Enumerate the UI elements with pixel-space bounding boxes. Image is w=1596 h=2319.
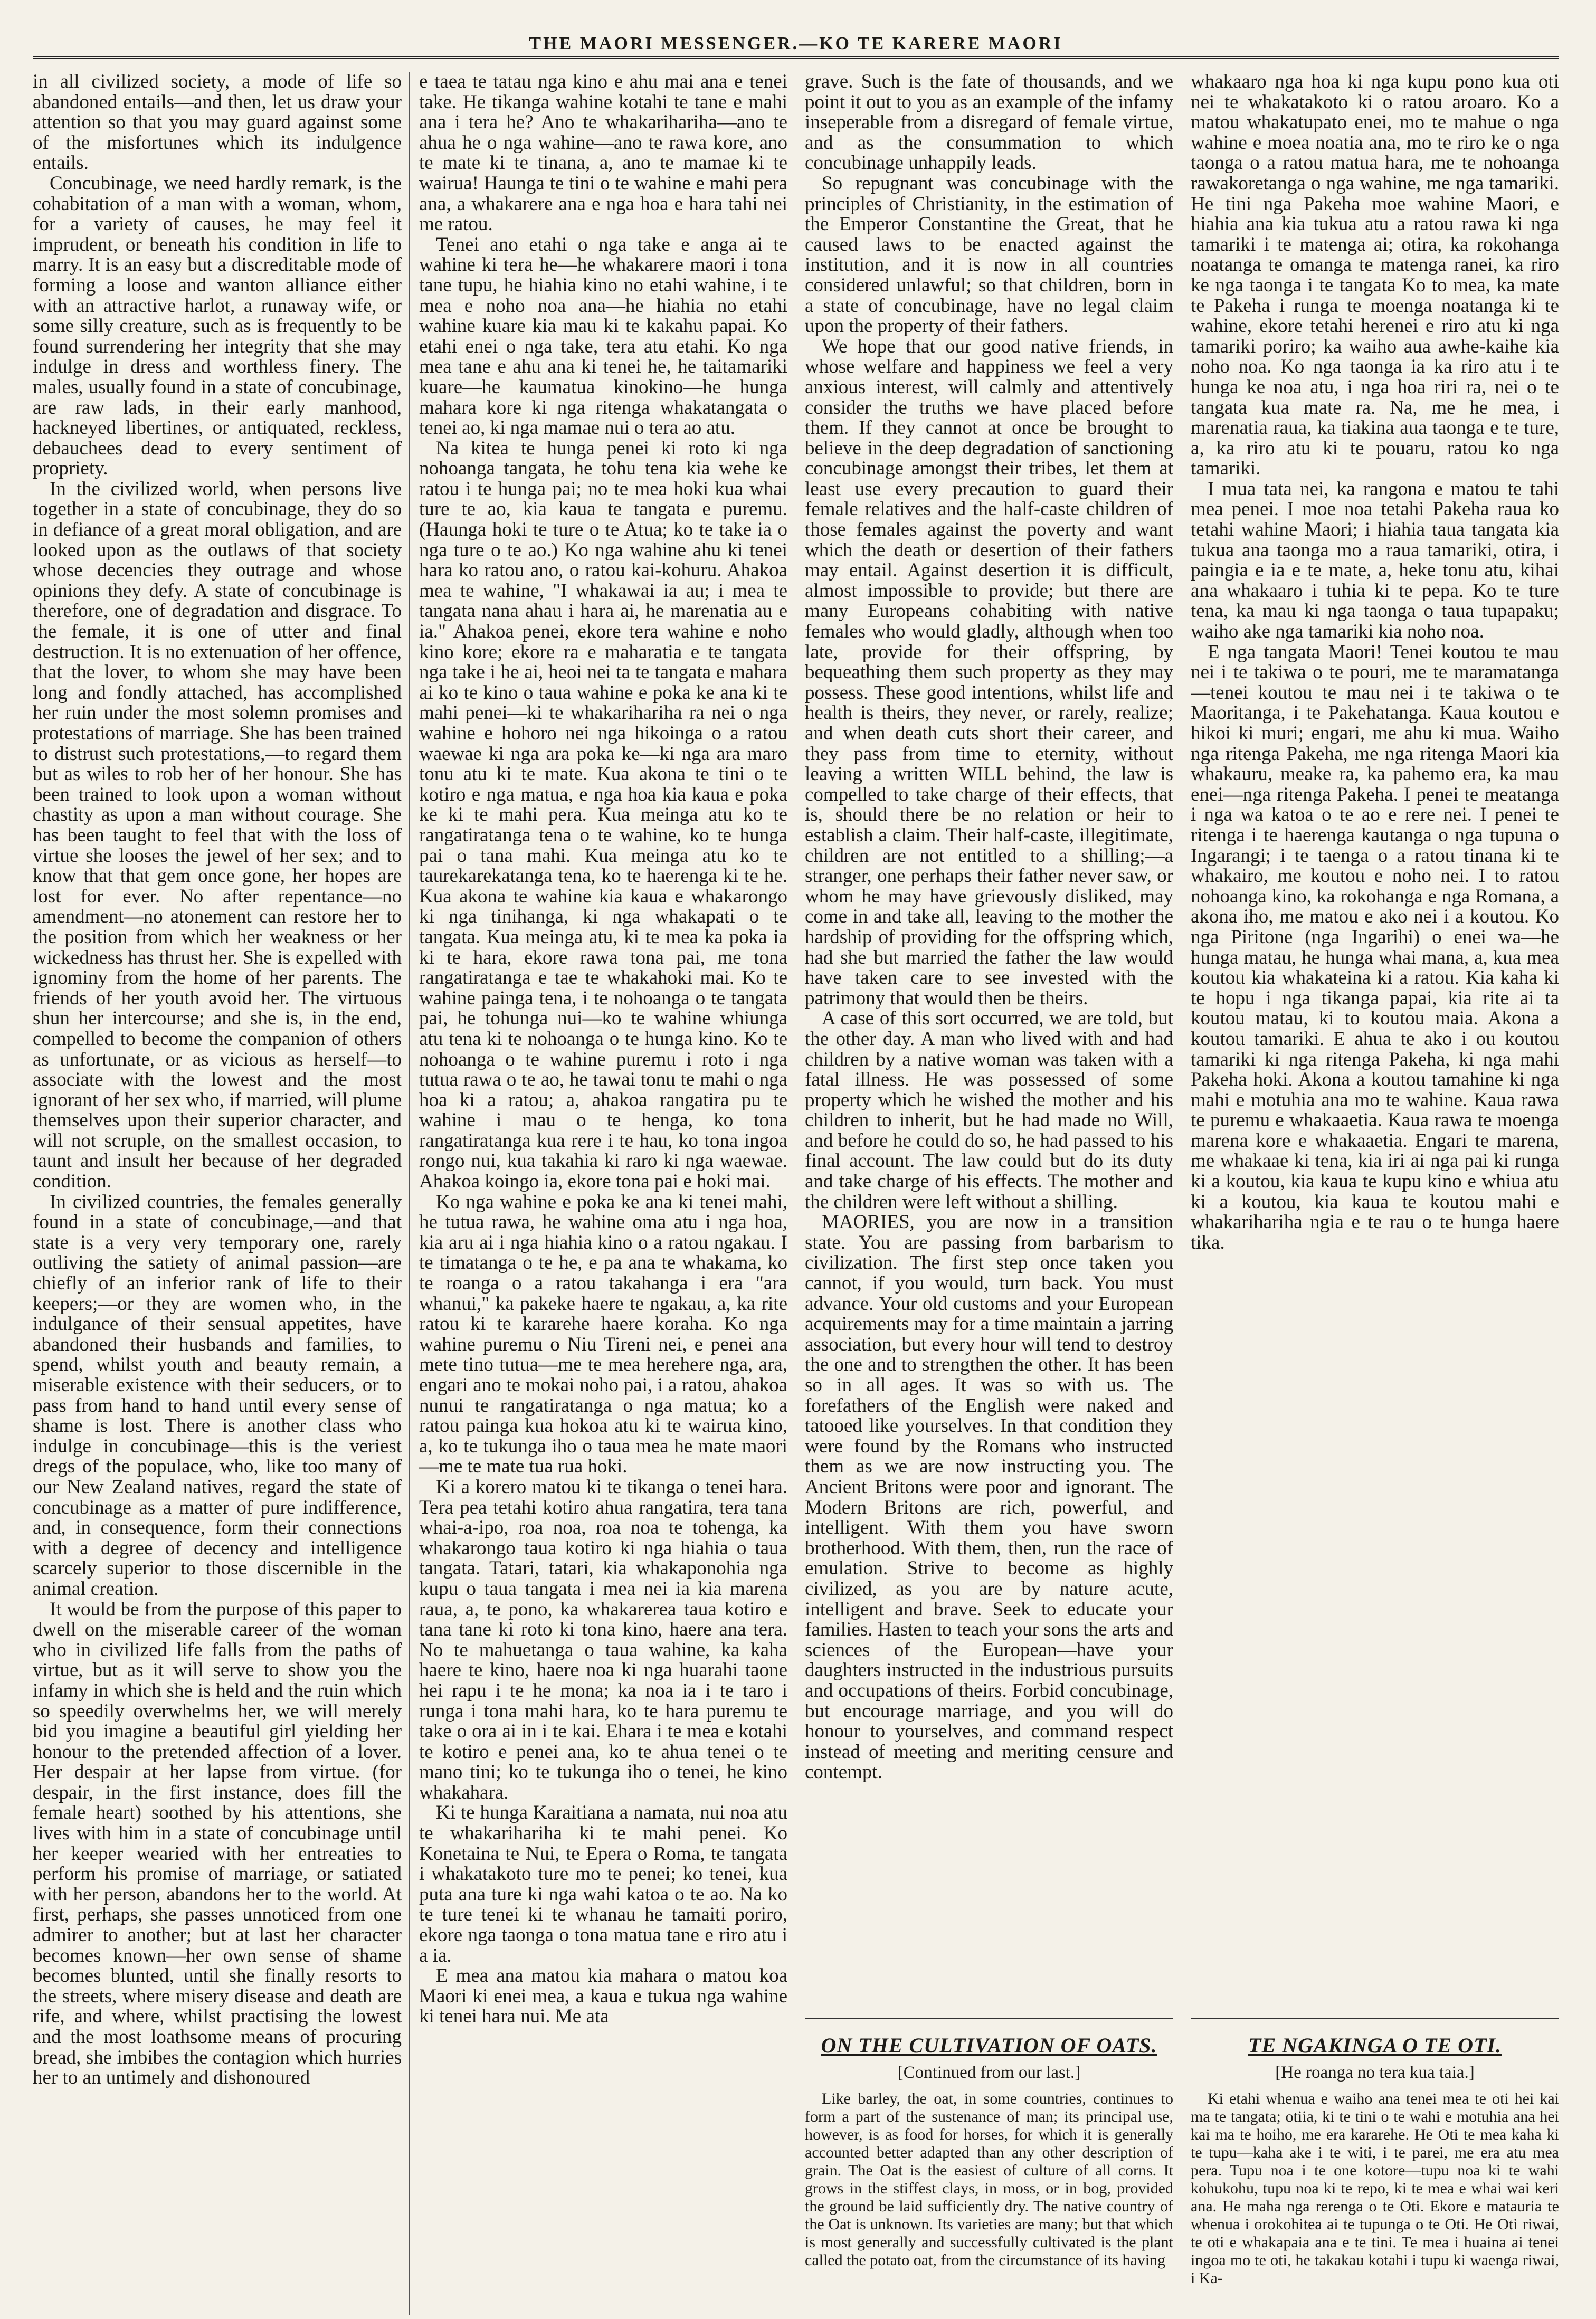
oats-title-en: ON THE CULTIVATION OF OATS.	[821, 2033, 1157, 2057]
paragraph: Ko nga wahine e poka ke ana ki tenei mahi, he tutua rawa, he wahine oma atu i nga hoa, kia aru ai i nga hiahia kino o a ratou ngakau. I te timatanga o te he, e pa ana te whakama, ko te roanga o a ratou takahanga i era "ara whanui," ka pakeke haere te ngakau, a, ka rite ratou ki te kararehe haere koraha. Ko nga wahine puremu o Niu Tireni nei, e penei ana mete tino tutua—me te mea herehere nga, ara, engari ano te mokai noho pai, i a ratou, ahakoa nunui te rangatiratanga o nga matua; ko a ratou painga kua hokoa atu ki te wairua kino, a, ko te tukunga iho o taua mea he mate maori—me te mate tua rua hoki.	[419, 1191, 787, 1478]
paragraph: in all civilized society, a mode of life so abandoned entails—and then, let us draw your attention so that you may guard against some of the misfortunes which its indulgence entails.	[33, 72, 402, 174]
oats-body-en	[805, 2090, 1173, 2269]
oats-subtitle-en: [Continued from our last.]	[897, 2063, 1081, 2082]
paragraph: In civilized countries, the females generally found in a state of concubinage,—and that state is a very very temporary one, rarely outliving the satiety of animal passion—are chiefly of an inferior rank of life to their keepers;—or they are women who, in the indulgance of their sensual appetites, have abandoned their husbands and families, to spend, whilst youth and beauty remain, a miserable existence with their seducers, or to pass from hand to hand until every sense of shame is lost. There is another class who indulge in concubinage—this is the veriest dregs of the populace, who, like too many of our New Zealand natives, regard the state of concubinage as a matter of pure indifference, and, in consequence, form their connections with a degree of decency and intelligence scarcely superior to those discernible in the animal creation.	[33, 1191, 402, 1600]
paragraph: MAORIES, you are now in a transition state. You are passing from barbarism to civilization. The first step once taken you cannot, if you would, turn back. You must advance. Your old customs and your European acquirements may for a time maintain a jarring association, but every hour will tend to destroy the one and to strengthen the other. It has been so in all ages. It was so with us. The forefathers of the English were naked and tatooed like yourselves. In that condition they were found by the Romans who instructed them as we are now instructing you. The Ancient Britons were poor and ignorant. The Modern Britons are rich, powerful, and intelligent. With them you have sworn brotherhood. With them, then, run the race of emulation. Strive to become as highly civilized, as you are by nature acute, intelligent and brave. Seek to educate your families. Hasten to teach your sons the arts and sciences of the European—have your daughters instructed in the industrious pursuits and occupations of theirs. Forbid concubinage, but encourage marriage, and you will do honour to yourselves, and command respect instead of meeting and meriting censure and contempt.	[805, 1211, 1173, 1783]
paragraph: e taea te tatau nga kino e ahu mai ana e tenei take. He tikanga wahine kotahi te tane e mahi ana i tera he? Ano te whakarihariha—ano te ahua he o nga wahine—ano te rawa kore, ano te mate ki te tinana, a, ano te mamae ki te wairua! Haunga te tini o te wahine e mahi pera ana, a whakarere ana e nga hoa e hara tahi nei me ratou.	[419, 72, 787, 235]
paragraph: whakaaro nga hoa ki nga kupu pono kua oti nei te whakatakoto ki o ratou aroaro. Ko a matou whakatupato enei, mo te mahue o nga wahine e moea noatia ana, mo te riro ke o nga taonga o a ratou matua hara, me te nohoanga rawakoretanga o nga wahine, me nga tamariki. He tini nga Pakeha moe wahine Maori, e hiahia ana kia tukua atu a ratou rawa ki nga tamariki i te matenga ai; otira, ka rokohanga noatanga te omanga te matenga ranei, ka riro ke nga taonga i te tangata Ko to mea, ka mate te Pakeha i runga te moenga noatanga ki te wahine, ekore tetahi herenei e riro atu ki nga tamariki poriro; ka waiho aua awhe-kaihe kia noho noa. Ko nga taonga ia ka riro atu i te hunga ke noa atu, i nga hoa riri ra, nei o te tangata kua mate ra. Na, me he mea, i marenatia raua, ka tiakina aua taonga e te ture, a, ka riro atu ki te pouaru, ratou ko nga tamariki.	[1191, 72, 1559, 480]
paragraph: Ki etahi whenua e waiho ana tenei mea te oti hei kai ma te tangata; otiia, ki te tini o te wahi e motuhia ana hei kai ma te hoiho, me era kararehe. He Oti te mea kaha ki te tupu—kaha ake i te witi, i te parei, me era atu mea pera. Tupu noa i te one kotore—tupu noa ki te wahi kohukohu, tupu noa ki te repo, ki te mea e whai wai keri ana. He maha nga rerenga o te Oti. Ekore e matauria te whenua i orokohitea ai te tupunga o te Oti. He Oti riwai, te oti e whakapaia ana e te tini. Te mea i huaina ai tenei ingoa mo te oti, he takakau kotahi i tupu ki waenga riwai, i Ka-	[1191, 2090, 1559, 2287]
column-4-upper	[1191, 72, 1559, 2003]
oats-body-mi	[1191, 2090, 1559, 2287]
section-divider	[1191, 2018, 1559, 2019]
column-4	[1181, 72, 1559, 2315]
columns	[33, 72, 1559, 2315]
paragraph: I mua tata nei, ka rangona e matou te tahi mea penei. I moe noa tetahi Pakeha raua ko tetahi wahine Maori; i hiahia taua tangata kia tukua ana taonga mo a raua tamariki, otira, i paingia e ia e te mate, a, heke tonu atu, kihai ana whakaaro i tuhia ki te pepa. Ko te ture tena, ka mau ki nga taonga o taua tupapaku; waiho ake nga tamariki kia noho noa.	[1191, 478, 1559, 643]
paragraph: grave. Such is the fate of thousands, and we point it out to you as an example of the infamy inseperable from a disregard of female virtue, and as the consummation to which concubinage unhappily leads.	[805, 72, 1173, 174]
column-2	[409, 72, 787, 2315]
paragraph: A case of this sort occurred, we are told, but the other day. A man who lived with and had children by a native woman was taken with a fatal illness. He was possessed of some property which he wished the mother and his children to inherit, but he had made no Will, and before he could do so, he had passed to his final account. The law could but do its duty and take charge of his effects. The mother and the children were left without a shilling.	[805, 1008, 1173, 1213]
paragraph: E nga tangata Maori! Tenei koutou te mau nei i te takiwa o te pouri, me te maramatanga—tenei koutou te mau nei i te takiwa o te Maoritanga, i te Pakehatanga. Kaua koutou e hikoi ki muri; engari, me ahu ki mua. Waiho nga ritenga Pakeha, me nga ritenga Maori kia whakauru, meake ra, ka pahemo era, ka mau enei—nga ritenga Pakeha. I penei te meatanga i nga wa katoa o te ao e rere nei. I penei te ritenga i te haerenga kautanga o nga tupuna o Ingarangi; i te taenga o a ratou tinana ki te whakairo, me koutou e noho nei. I to ratou nohoanga kino, ka rokohanga e nga Romana, a akona iho, me matou e ako nei i a koutou. Ko nga Piritone (nga Ingarihi) o enei wa—he hunga matau, he hunga whai mana, a, kua mea koutou kia whakateina ki a ratou. Kia kaha ki te hopu i nga tikanga papai, kia rite ai ta koutou matau, ki to koutou maia. Akona a koutou tamariki. E ahua te ako i ou koutou tamariki ki nga ritenga Pakeha, ki nga mahi Pakeha hoki. Akona a koutou tamahine ki nga mahi e motuhia ana mo te wahine. Kaua rawa te puremu e whakaaetia. Kaua rawa te moenga marena kore e whakaaetia. Engari te marena, me whakaae ki tena, kia iri ai nga pai ki runga ki a koutou, kia kaua te kupu kino e whiua atu ki a koutou, kia kaua te koutou mahi e whakarihariha ngia e te rau o te hunga haere tika.	[1191, 641, 1559, 1253]
paragraph: So repugnant was concubinage with the principles of Christianity, in the estimation of the Emperor Constantine the Great, that he caused laws to be enacted against the institution, and it is now in all countries considered unlawful; so that children, born in a state of concubinage, have no legal claim upon the property of their fathers.	[805, 172, 1173, 337]
paragraph: It would be from the purpose of this paper to dwell on the miserable career of the woman who in civilized life falls from the paths of virtue, but as it will serve to show you the infamy in which she is held and the ruin which so speedily overwhelms her, we will merely bid you imagine a beautiful girl yielding her honour to the pretended affection of a lover. Her despair at her lapse from virtue. (for despair, in the first instance, does fill the female heart) soothed by his attentions, she lives with him in a state of concubinage until her keeper wearied with her entreaties to perform his promise of marriage, or satiated with her person, abandons her to the world. At first, perhaps, she passes unnoticed from one admirer to another; but at last her character becomes known—her own sense of shame becomes blunted, until she finally resorts to the streets, where misery disease and death are rife, and where, whilst practising the lowest and the most loathsome means of procuring bread, she imbibes the contagion which hurries her to an untimely and dishonoured	[33, 1598, 402, 2089]
section-divider	[805, 2018, 1173, 2019]
paragraph: Like barley, the oat, in some countries, continues to form a part of the sustenance of man; its principal use, however, is as food for horses, for which it is generally accounted better adapted than any other description of grain. The Oat is the easiest of culture of all corns. It grows in the stiffest clays, in moss, or in bog, provided the ground be laid sufficiently dry. The native country of the Oat is unknown. Its varieties are many; but that which is most generally and successfully cultivated is the plant called the potato oat, from the circumstance of its having	[805, 2090, 1173, 2269]
paragraph: We hope that our good native friends, in whose welfare and happiness we feel a very anxious interest, will calmly and attentively consider the truths we have placed before them. If they cannot at once be brought to believe in the deep degradation of sanctioning concubinage amongst their tribes, let them at least use every precaution to guard their female relatives and the half-caste children of those females against the poverty and want which the death or desertion of their fathers may entail. Against desertion it is difficult, almost impossible to provide; but there are many Europeans cohabiting with native females who would gladly, although when too late, provide for their offspring, by bequeathing them such property as they may possess. These good intentions, whilst life and health is theirs, they never, or rarely, realize; and when death cuts short their career, and they pass from time to eternity, without leaving a written WILL behind, the law is compelled to take charge of their effects, that is, should there be no relation or heir to establish a claim. Their half-caste, illegitimate, children are not entitled to a shilling;—a stranger, one perhaps their father never saw, or whom he may have grievously disliked, may come in and take all, leaving to the mother the hardship of providing for the offspring which, had she but married the father the law would have taken care to see invested with the patrimony that would then be theirs.	[805, 335, 1173, 1009]
paragraph: Ki te hunga Karaitiana a namata, nui noa atu te whakarihariha ki te mahi penei. Ko Konetaina te Nui, te Epera o Roma, te tangata i whakatakoto ture mo te penei; ko tenei, kua puta ana ture ki nga wahi katoa o te ao. Na ko te ture tenei ki te whanau he tamaiti poriro, ekore nga taonga o tona matua tane e riro atu i a ia.	[419, 1802, 787, 1966]
column-3-upper	[805, 72, 1173, 2003]
paragraph: Ki a korero matou ki te tikanga o tenei hara. Tera pea tetahi kotiro ahua rangatira, tera tana whai-a-ipo, roa noa, roa noa te tohenga, ka whakarongo taua kotiro ki nga hiahia o taua tangata. Tatari, tatari, kia whakaponohia nga kupu o taua tangata i mea nei ia kia marena raua, a, te pono, ka whakarerea taua kotiro e tana tane ki roto ki tona kino, haere ana tera. No te mahuetanga o taua wahine, ka kaha haere te kino, haere noa ki nga huarahi taone hei rapu i te he mona; ka noa ia i te taro i runga i tona mahi hara, ko te hara puremu te take o ora ai in i te kai. Ehara i te mea e kotahi te kotiro e penei ana, ko te ahua tenei o te mano tini; ko te tukunga iho o tenei, he kino whakahara.	[419, 1476, 787, 1803]
masthead: THE MAORI MESSENGER.—KO TE KARERE MAORI	[33, 32, 1559, 59]
column-3	[795, 72, 1173, 2315]
column-1	[33, 72, 402, 2315]
paragraph: Na kitea te hunga penei ki roto ki nga nohoanga tangata, he tohu tena kia wehe ke ratou i te hunga pai; no te mea hoki kua whai ture te ao, kia kaua te tangata e puremu. (Haunga hoki te ture o te Atua; ko te take ia o nga ture o te ao.) Ko nga wahine ahu ki tenei hara ko ratou ano, o ratou kai-kohuru. Ahakoa mea te wahine, "I whakawai ia au; i mea te tangata nana ahau i hara ai, he marenatia au e ia." Ahakoa penei, ekore tera wahine e noho kino kore; ekore ra e maharatia e te tangata nga take i he ai, heoi nei ta te tangata e mahara ai ko te kino o taua wahine e poka ke ana ki te mahi penei—ki te whakarihariha ra nei o nga wahine e hohoro nei nga hikoinga o a ratou waewae ki nga ara poka ke—ki nga ara maro tonu atu ki te mate. Kua akona te tini o te kotiro e nga matua, e nga hoa kia kaua e poka ke ki te mahi pera. Kua meinga atu ko te rangatiratanga tena o te wahine, ko te hunga pai o tana mahi. Kua meinga atu ko te taurekarekatanga tena, ko te haerenga ki te he. Kua akona te wahine kia kaua e whakarongo ki nga tinihanga, ki nga whakapati o te tangata. Kua meinga atu, ki te mea ka poka ia ki te hara, ekore rawa tona pai, me tona rangatiratanga e tae te whakahoki mai. Ko te wahine painga tena, i te nohoanga o te tangata pai, he tohunga nui—ko te wahine whiunga atu tena ki te nohoanga o te hunga kino. Ko te nohoanga o te wahine puremu i roto i nga tutua rawa o te ao, he tawai tonu te mahi o nga hoa ki a ratou; a, ahakoa rangatira pu te wahine i mau o te henga, ko tona rangatiratanga kua rere i te hau, ko tona ingoa rongo nui, kua takahia ki raro ki nga waewae. Ahakoa koingo ia, ekore tona pai e hoki mai.	[419, 437, 787, 1193]
paragraph: E mea ana matou kia mahara o matou koa Maori ki enei mea, a kaua e tukua nga wahine ki tenei hara nui. Me ata	[419, 1965, 787, 2028]
paragraph: In the civilized world, when persons live together in a state of concubinage, they do so in defiance of a great moral obligation, and are looked upon as the outlaws of that society whose decencies they outrage and whose opinions they defy. A state of concubinage is therefore, one of degradation and disgrace. To the female, it is one of utter and final destruction. It is no extenuation of her offence, that the lover, to whom she may have been long and fondly attached, has accomplished her ruin under the most solemn promises and protestations of marriage. She has been trained to distrust such protestations,—to regard them but as wiles to rob her of her honour. She has been trained to look upon a woman without chastity as upon a man without courage. She has been taught to feel that with the loss of virtue she looses the jewel of her sex; and to know that that gem once gone, her hopes are lost for ever. No after repentance—no amendment—no atonement can restore her to the position from which her weakness or her wickedness has thrust her. She is expelled with ignominy from the home of her parents. The friends of her youth avoid her. The virtuous shun her intercourse; and she is, in the end, compelled to become the companion of others as unfortunate, or as vicious as herself—to associate with the lowest and the most ignorant of her sex who, if married, will plume themselves upon their superior character, and will not scruple, on the smallest occasion, to taunt and insult her because of her degraded condition.	[33, 478, 402, 1193]
paragraph: Tenei ano etahi o nga take e anga ai te wahine ki tera he—he whakarere maori i tona tane tupu, he hiahia kino no etahi wahine, i te mea e noho noa ana—he hiahia no etahi wahine kuare kia mau ki te kakahu papai. Ko etahi enei o nga take, tera atu etahi. Ko nga mea tane e ahu ana ki tenei he, he taitamariki kuare—he kaumatua kinokino—he hunga mahara kore ki nga ritenga whakatangata o tenei ao, ki nga mamae nui o tera ao atu.	[419, 233, 787, 439]
oats-title-mi: TE NGAKINGA O TE OTI.	[1248, 2033, 1502, 2057]
paragraph: Concubinage, we need hardly remark, is the cohabitation of a man with a woman, whom, for a variety of causes, he may feel it imprudent, or beneath his condition in life to marry. It is an easy but a discreditable mode of forming a loose and wanton alliance either with an attractive harlot, a runaway wife, or some silly creature, such as is frequently to be found surrendering her integrity that she may indulge in dress and worthless finery. The males, usually found in a state of concubinage, are raw lads, in their early manhood, hackneyed libertines, or antiquated, reckless, debauchees dead to every sentiment of propriety.	[33, 172, 402, 480]
oats-subtitle-mi: [He roanga no tera kua taia.]	[1275, 2063, 1475, 2082]
